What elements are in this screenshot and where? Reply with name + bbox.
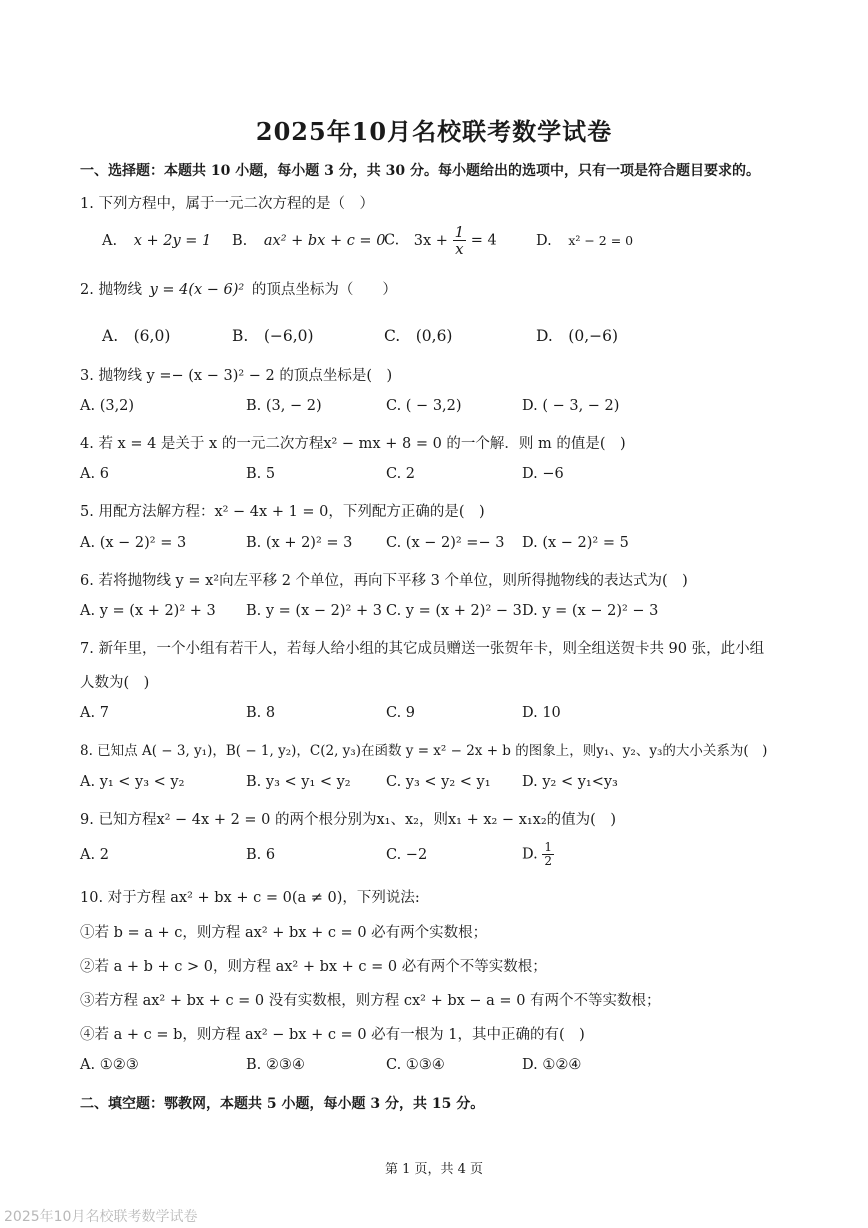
option-letter: A.: [102, 233, 118, 249]
question-5-option-b: B. (x + 2)² = 3: [246, 535, 353, 551]
question-10-option-a: A. ①②③: [80, 1057, 139, 1073]
question-7-stem-line2: 人数为( ): [80, 675, 150, 691]
question-9-option-d: [522, 841, 554, 868]
question-1-option-c: [384, 224, 497, 257]
fraction: [542, 841, 554, 868]
option-math-pre: 3x +: [413, 232, 448, 249]
question-6-option-a: A. y = (x + 2)² + 3: [80, 603, 216, 619]
question-2-stem: [80, 278, 397, 299]
question-4-option-d: D. −6: [522, 466, 564, 482]
question-5-option-d: D. (x − 2)² = 5: [522, 535, 629, 551]
fraction-numerator: 1: [454, 223, 465, 241]
question-6-option-c: C. y = (x + 2)² − 3: [386, 603, 522, 619]
option-letter: D.: [522, 846, 538, 863]
question-5-stem: 5. 用配方法解方程：x² − 4x + 1 = 0，下列配方正确的是( ): [80, 504, 485, 520]
stem-text: 的顶点坐标为（ ）: [251, 282, 397, 298]
stem-math: y = 4(x − 6)²: [149, 282, 245, 298]
question-10-statement-2: ②若 a + b + c > 0，则方程 ax² + bx + c = 0 必有两个不等实数根；: [80, 959, 547, 975]
fraction-denominator: x: [455, 240, 464, 258]
section-heading-choice: 一、选择题：本题共 10 小题，每小题 3 分，共 30 分。每小题给出的选项中，只有一项是符合题目要求的。: [80, 163, 760, 179]
question-3-option-b: B. (3, − 2): [246, 398, 322, 414]
question-7-option-b: B. 8: [246, 705, 276, 721]
question-7-option-a: A. 7: [80, 705, 109, 721]
question-9-stem: 9. 已知方程x² − 4x + 2 = 0 的两个根分别为x₁、x₂，则x₁ + x₂ − x₁x₂的值为( ): [80, 812, 616, 828]
question-10-statement-3: ③若方程 ax² + bx + c = 0 没有实数根，则方程 cx² + bx − a = 0 有两个不等实数根；: [80, 993, 661, 1009]
question-3-option-c: C. ( − 3,2): [386, 398, 462, 414]
fraction-numerator: 1: [544, 840, 552, 854]
question-6-option-b: B. y = (x − 2)² + 3: [246, 603, 382, 619]
question-2-option-a: A. (6,0): [102, 327, 171, 345]
question-2-option-b: B. (−6,0): [232, 327, 314, 345]
question-7-option-c: C. 9: [386, 705, 416, 721]
question-10-statement-1: ①若 b = a + c，则方程 ax² + bx + c = 0 必有两个实数根；: [80, 925, 488, 941]
question-6-stem: 6. 若将抛物线 y = x²向左平移 2 个单位，再向下平移 3 个单位，则所得抛物线的表达式为( ): [80, 573, 688, 589]
question-8-option-d: D. y₂ < y₁<y₃: [522, 774, 618, 790]
option-letter: B.: [232, 233, 248, 249]
question-7-stem-line1: 7. 新年里，一个小组有若干人，若每人给小组的其它成员赠送一张贺年卡，则全组送贺卡共 90 张，此小组: [80, 641, 765, 657]
question-8-option-a: A. y₁ < y₃ < y₂: [80, 774, 185, 790]
question-9-option-b: B. 6: [246, 847, 276, 863]
question-4-option-b: B. 5: [246, 466, 276, 482]
question-10-option-d: D. ①②④: [522, 1057, 582, 1073]
question-2-option-d: D. (0,−6): [536, 327, 619, 345]
question-10-stem: 10. 对于方程 ax² + bx + c = 0(a ≠ 0)，下列说法:: [80, 890, 420, 906]
option-math: x + 2y = 1: [133, 233, 212, 249]
question-10-option-b: B. ②③④: [246, 1057, 305, 1073]
question-5-option-a: A. (x − 2)² = 3: [80, 535, 187, 551]
question-9-option-c: C. −2: [386, 847, 428, 863]
stem-text: 2. 抛物线: [80, 282, 142, 298]
question-5-option-c: C. (x − 2)² =− 3: [386, 535, 505, 551]
question-2-option-c: C. (0,6): [384, 327, 453, 345]
question-3-option-d: D. ( − 3, − 2): [522, 398, 620, 414]
question-6-option-d: D. y = (x − 2)² − 3: [522, 603, 659, 619]
question-1-stem: 1. 下列方程中，属于一元二次方程的是（ ）: [80, 196, 374, 212]
option-letter: D.: [536, 233, 552, 249]
option-letter: C.: [384, 232, 400, 249]
question-1-option-a: [102, 233, 211, 249]
section-heading-fill-in: 二、填空题：鄂教网，本题共 5 小题，每小题 3 分，共 15 分。: [80, 1096, 485, 1112]
question-10-statement-4: ④若 a + c = b，则方程 ax² − bx + c = 0 必有一根为 1，其中正确的有( ): [80, 1027, 585, 1043]
question-8-option-c: C. y₃ < y₂ < y₁: [386, 774, 491, 790]
fraction-denominator: 2: [544, 854, 552, 868]
question-3-stem: 3. 抛物线 y =− (x − 3)² − 2 的顶点坐标是( ): [80, 368, 393, 384]
page-footer: 第 1 页，共 4 页: [384, 1162, 484, 1177]
watermark-caption: 2025年10月名校联考数学试卷: [4, 1209, 198, 1225]
question-8-stem: 8. 已知点 A( − 3, y₁)，B( − 1, y₂)，C(2, y₃)在函数 y = x² − 2x + b 的图象上，则y₁、y₂、y₃的大小关系为( ): [80, 743, 768, 759]
fraction: [453, 224, 467, 257]
question-7-option-d: D. 10: [522, 705, 561, 721]
option-math: ax² + bx + c = 0: [263, 233, 386, 249]
option-math-post: = 4: [470, 232, 497, 249]
question-8-option-b: B. y₃ < y₁ < y₂: [246, 774, 351, 790]
question-3-option-a: A. (3,2): [80, 398, 135, 414]
question-4-option-c: C. 2: [386, 466, 416, 482]
question-1-option-d: [536, 233, 633, 249]
question-10-option-c: C. ①③④: [386, 1057, 445, 1073]
question-4-stem: 4. 若 x = 4 是关于 x 的一元二次方程x² − mx + 8 = 0 的一个解．则 m 的值是( ): [80, 436, 626, 452]
page-title: 2025年10月名校联考数学试卷: [255, 117, 613, 146]
option-math: x² − 2 = 0: [568, 233, 634, 248]
question-4-option-a: A. 6: [80, 466, 109, 482]
question-9-option-a: A. 2: [80, 847, 109, 863]
question-1-option-b: [232, 233, 385, 249]
